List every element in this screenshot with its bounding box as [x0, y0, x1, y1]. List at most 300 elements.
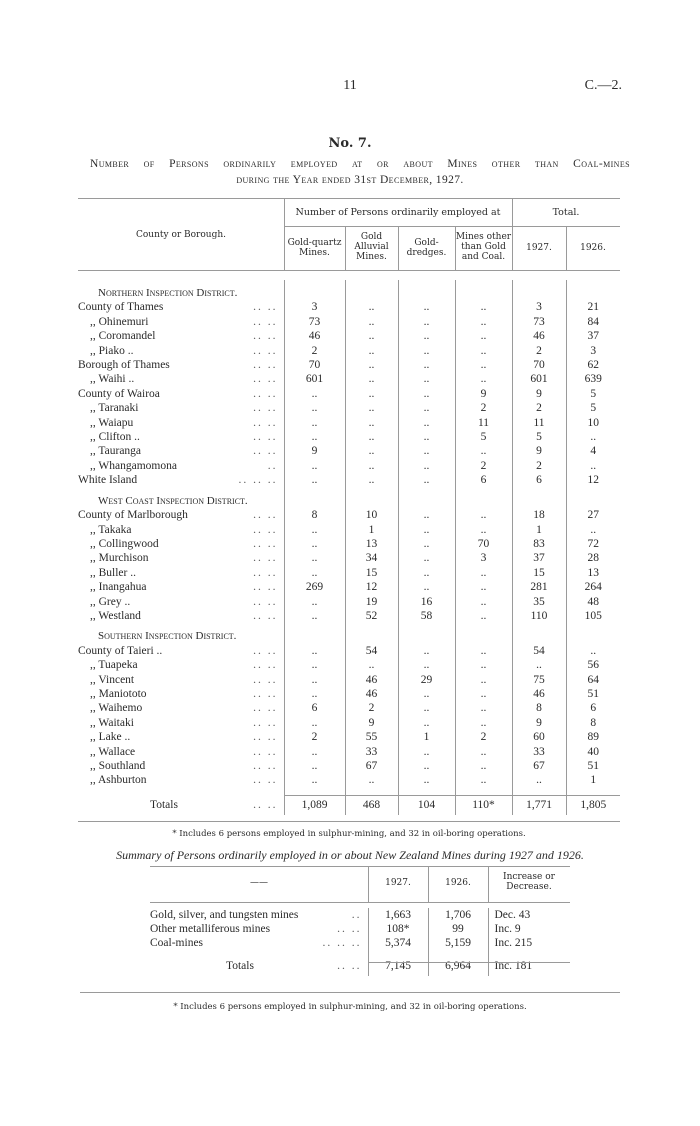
row-label-cell: [78, 701, 284, 715]
value-cell-gd: ..: [398, 537, 455, 551]
value-cell-gd: ..: [398, 416, 455, 430]
value-cell-t27: 2: [512, 459, 566, 473]
value-cell-t26: 89: [566, 730, 620, 744]
main-table-body: [78, 280, 620, 815]
row-label: ,, Lake ..: [90, 731, 131, 744]
row-label: ,, Grey ..: [90, 595, 131, 608]
value-cell-ga: 46: [345, 687, 398, 701]
leader-dots: .. ..: [337, 960, 362, 972]
row-label: ,, Waitaki: [90, 716, 134, 729]
value-cell-om: ..: [455, 580, 512, 594]
value-cell-gq: 2: [284, 344, 345, 358]
header-bottom-rule: [78, 270, 620, 271]
summary-totals-label-cell: [150, 956, 368, 976]
value-cell-t26: 4: [566, 444, 620, 458]
value-cell-ga: ..: [345, 658, 398, 672]
table-row: [78, 523, 620, 537]
value-cell-t26: 64: [566, 673, 620, 687]
row-label-cell: [78, 416, 284, 430]
header-gold-quartz: Gold-quartz Mines.: [287, 238, 342, 258]
leader-dots: .. ..: [253, 523, 278, 536]
row-label: ,, Tuapeka: [90, 659, 138, 672]
table-title-line1: Number of Persons ordinarily employed at or about Mines other than Coal-mines: [90, 158, 630, 170]
value-cell-om: ..: [455, 300, 512, 314]
totals-label: Totals: [150, 798, 178, 811]
value-cell-t27: 54: [512, 644, 566, 658]
value-cell-t27: 46: [512, 329, 566, 343]
table-row: [78, 658, 620, 672]
leader-dots: .. ..: [253, 687, 278, 700]
summary-header-1926: 1926.: [445, 878, 471, 888]
section-heading: West Coast Inspection District.: [98, 494, 248, 507]
summary-1927-cell: 1,663: [368, 908, 428, 922]
value-cell-om: ..: [455, 344, 512, 358]
value-cell-t27: 73: [512, 315, 566, 329]
value-cell-gq: 601: [284, 372, 345, 386]
row-label-cell: [78, 745, 284, 759]
row-label-cell: [78, 387, 284, 401]
value-cell-t26: 105: [566, 609, 620, 623]
row-label-cell: [78, 444, 284, 458]
empty-cell: [284, 488, 345, 508]
table-row: [78, 416, 620, 430]
value-cell-t27: 9: [512, 444, 566, 458]
row-label-cell: [78, 595, 284, 609]
leader-dots: .. ..: [253, 402, 278, 415]
header-top-rule: [78, 198, 620, 199]
leader-dots: ..: [351, 909, 362, 921]
empty-cell: [566, 788, 620, 795]
page-number: 11: [343, 78, 357, 93]
value-cell-om: ..: [455, 716, 512, 730]
header-total: Total.: [552, 207, 580, 218]
value-cell-gd: ..: [398, 459, 455, 473]
value-cell-t27: 75: [512, 673, 566, 687]
value-cell-ga: 12: [345, 580, 398, 594]
empty-cell: [566, 623, 620, 643]
row-label: ,, Waihi ..: [90, 373, 135, 386]
table-row: [78, 372, 620, 386]
value-cell-ga: 46: [345, 673, 398, 687]
row-label-cell: [78, 658, 284, 672]
summary-top-rule: [150, 866, 570, 867]
table-row: [78, 344, 620, 358]
value-cell-ga: ..: [345, 344, 398, 358]
row-label-cell: [78, 609, 284, 623]
empty-cell: [398, 623, 455, 643]
value-cell-om: ..: [455, 315, 512, 329]
summary-label-cell: [150, 922, 368, 936]
value-cell-gq: ..: [284, 759, 345, 773]
page-reference: C.—2.: [584, 78, 622, 93]
value-cell-gq: 73: [284, 315, 345, 329]
spacer-row: [78, 788, 620, 795]
row-label: ,, Inangahua: [90, 581, 147, 594]
summary-1927-cell: 108*: [368, 922, 428, 936]
leader-dots: .. ..: [253, 330, 278, 343]
row-label-cell: [78, 730, 284, 744]
value-cell-t27: 46: [512, 687, 566, 701]
value-cell-om: ..: [455, 687, 512, 701]
value-cell-ga: 1: [345, 523, 398, 537]
value-cell-gd: ..: [398, 430, 455, 444]
table-row: [78, 551, 620, 565]
empty-cell: [512, 788, 566, 795]
row-label-cell: [78, 537, 284, 551]
leader-dots: .. ..: [253, 659, 278, 672]
value-cell-ga: ..: [345, 430, 398, 444]
table-row: [78, 673, 620, 687]
value-cell-om: 70: [455, 537, 512, 551]
leader-dots: .. ..: [253, 644, 278, 657]
value-cell-t26: 28: [566, 551, 620, 565]
value-cell-t26: 84: [566, 315, 620, 329]
value-cell-t27: 33: [512, 745, 566, 759]
value-cell-ga: 33: [345, 745, 398, 759]
row-label-cell: [78, 300, 284, 314]
value-cell-t26: 264: [566, 580, 620, 594]
value-cell-t27: 18: [512, 508, 566, 522]
empty-cell: [284, 280, 345, 300]
value-cell-gd: 16: [398, 595, 455, 609]
leader-dots: .. ..: [253, 609, 278, 622]
leader-dots: .. ..: [253, 731, 278, 744]
table-row: [78, 508, 620, 522]
header-1927: 1927.: [526, 243, 552, 253]
value-cell-om: 2: [455, 401, 512, 415]
row-label-cell: [78, 459, 284, 473]
total-cell-om: 110*: [455, 795, 512, 815]
value-cell-t26: 40: [566, 745, 620, 759]
value-cell-t27: ..: [512, 773, 566, 787]
value-cell-gd: ..: [398, 401, 455, 415]
value-cell-gq: ..: [284, 658, 345, 672]
empty-cell: [398, 788, 455, 795]
summary-label-cell: [150, 908, 368, 922]
total-cell-t27: 1,771: [512, 795, 566, 815]
value-cell-ga: ..: [345, 372, 398, 386]
value-cell-t26: 51: [566, 687, 620, 701]
summary-label: Other metalliferous mines: [150, 923, 271, 935]
row-label: ,, Waihemo: [90, 702, 143, 715]
leader-dots: .. ..: [253, 716, 278, 729]
row-label-cell: [78, 644, 284, 658]
table-row: [78, 773, 620, 787]
value-cell-ga: ..: [345, 300, 398, 314]
value-cell-t26: 48: [566, 595, 620, 609]
row-label-cell: [78, 401, 284, 415]
totals-row: [78, 795, 620, 815]
summary-table-body: [150, 908, 570, 976]
summary-totals-row: [150, 956, 570, 976]
value-cell-gd: ..: [398, 372, 455, 386]
value-cell-t26: ..: [566, 523, 620, 537]
row-label: ,, Southland: [90, 760, 146, 772]
value-cell-ga: ..: [345, 315, 398, 329]
empty-cell: [284, 788, 345, 795]
value-cell-ga: 67: [345, 759, 398, 773]
value-cell-t26: 639: [566, 372, 620, 386]
value-cell-gd: ..: [398, 759, 455, 773]
summary-table: [150, 908, 570, 976]
value-cell-gq: ..: [284, 687, 345, 701]
table-number: No. 7.: [328, 136, 372, 151]
row-label-cell: [78, 580, 284, 594]
value-cell-t26: 1: [566, 773, 620, 787]
row-label: ,, Murchison: [90, 552, 149, 565]
empty-cell: [345, 280, 398, 300]
value-cell-gd: ..: [398, 658, 455, 672]
empty-cell: [566, 488, 620, 508]
totals-label-cell: [78, 795, 284, 815]
section-row: [78, 623, 620, 643]
value-cell-gq: ..: [284, 401, 345, 415]
row-label: ,, Taranaki: [90, 402, 139, 415]
main-footnote: * Includes 6 persons employed in sulphur-mining, and 32 in oil-boring operations.: [172, 829, 526, 839]
summary-1926-cell: 5,159: [428, 936, 488, 950]
summary-total-1927: 7,145: [368, 956, 428, 976]
value-cell-gd: ..: [398, 716, 455, 730]
value-cell-t27: 9: [512, 387, 566, 401]
value-cell-t27: 1: [512, 523, 566, 537]
leader-dots: .. ..: [253, 509, 278, 522]
table-row: [78, 609, 620, 623]
row-label: ,, Westland: [90, 609, 141, 622]
summary-header-blank: ——: [250, 878, 268, 888]
summary-row: [150, 922, 570, 936]
row-label: Borough of Thames: [78, 359, 170, 372]
total-cell-gq: 1,089: [284, 795, 345, 815]
value-cell-gq: ..: [284, 430, 345, 444]
value-cell-gd: ..: [398, 566, 455, 580]
value-cell-om: 9: [455, 387, 512, 401]
value-cell-t27: 110: [512, 609, 566, 623]
leader-dots: .. ..: [253, 595, 278, 608]
table-row: [78, 329, 620, 343]
empty-cell: [345, 788, 398, 795]
table-row: [78, 701, 620, 715]
summary-header-1927: 1927.: [385, 878, 411, 888]
value-cell-ga: 52: [345, 609, 398, 623]
value-cell-t27: 9: [512, 716, 566, 730]
value-cell-gd: ..: [398, 300, 455, 314]
table-row: [78, 730, 620, 744]
summary-label: Coal-mines: [150, 937, 204, 949]
value-cell-t26: ..: [566, 430, 620, 444]
value-cell-t26: 72: [566, 537, 620, 551]
leader-dots: .. ..: [253, 445, 278, 458]
value-cell-t27: 15: [512, 566, 566, 580]
leader-dots: .. ..: [253, 552, 278, 565]
table-row: [78, 595, 620, 609]
value-cell-gq: ..: [284, 416, 345, 430]
value-cell-gd: ..: [398, 701, 455, 715]
summary-change-cell: Inc. 9: [488, 922, 570, 936]
value-cell-ga: 9: [345, 716, 398, 730]
leader-dots: .. ..: [253, 760, 278, 772]
value-cell-gq: ..: [284, 566, 345, 580]
value-cell-t27: 8: [512, 701, 566, 715]
summary-header-change: Increase or Decrease.: [503, 872, 555, 892]
empty-cell: [512, 623, 566, 643]
leader-dots: .. ..: [253, 359, 278, 372]
value-cell-gq: ..: [284, 773, 345, 787]
row-label-cell: [78, 473, 284, 487]
summary-1927-cell: 5,374: [368, 936, 428, 950]
value-cell-t26: 5: [566, 401, 620, 415]
value-cell-ga: 19: [345, 595, 398, 609]
value-cell-ga: 13: [345, 537, 398, 551]
table-row: [78, 387, 620, 401]
leader-dots: .. ..: [253, 566, 278, 579]
row-label-cell: [78, 508, 284, 522]
row-label: ,, Wallace: [90, 745, 136, 758]
row-label: ,, Vincent: [90, 673, 135, 686]
header-gold-dredges: Gold- dredges.: [406, 238, 447, 258]
main-table: [78, 280, 620, 815]
leader-dots: .. ..: [253, 774, 278, 787]
summary-label-cell: [150, 936, 368, 950]
value-cell-t26: 12: [566, 473, 620, 487]
value-cell-t26: ..: [566, 644, 620, 658]
row-label: ,, Ashburton: [90, 774, 147, 787]
value-cell-t27: 5: [512, 430, 566, 444]
value-cell-gd: ..: [398, 315, 455, 329]
value-cell-om: ..: [455, 523, 512, 537]
value-cell-ga: ..: [345, 459, 398, 473]
value-cell-gq: ..: [284, 537, 345, 551]
value-cell-ga: ..: [345, 329, 398, 343]
value-cell-gd: ..: [398, 444, 455, 458]
value-cell-gq: ..: [284, 609, 345, 623]
empty-cell: [398, 280, 455, 300]
value-cell-gq: ..: [284, 644, 345, 658]
row-label: ,, Maniototo: [90, 687, 147, 700]
leader-dots: .. ..: [253, 581, 278, 594]
value-cell-gd: ..: [398, 523, 455, 537]
value-cell-gq: ..: [284, 745, 345, 759]
value-cell-ga: 10: [345, 508, 398, 522]
header-gold-alluvial: Gold Alluvial Mines.: [354, 232, 389, 262]
header-group: Number of Persons ordinarily employed at: [295, 207, 501, 218]
row-label-cell: [78, 687, 284, 701]
value-cell-om: ..: [455, 329, 512, 343]
value-cell-om: ..: [455, 372, 512, 386]
value-cell-t26: 3: [566, 344, 620, 358]
value-cell-ga: ..: [345, 416, 398, 430]
value-cell-t27: 2: [512, 401, 566, 415]
value-cell-t26: ..: [566, 459, 620, 473]
row-label: ,, Piako ..: [90, 344, 134, 357]
empty-cell: [455, 488, 512, 508]
summary-1926-cell: 1,706: [428, 908, 488, 922]
section-heading: Northern Inspection District.: [98, 287, 238, 299]
row-label: County of Taieri ..: [78, 644, 163, 657]
value-cell-ga: ..: [345, 387, 398, 401]
row-label-cell: [78, 673, 284, 687]
value-cell-gq: 2: [284, 730, 345, 744]
value-cell-om: 5: [455, 430, 512, 444]
table-title-line2: during the Year ended 31st December, 1927.: [236, 174, 464, 186]
row-label: County of Thames: [78, 301, 164, 314]
value-cell-gd: 58: [398, 609, 455, 623]
empty-cell: [566, 280, 620, 300]
value-cell-t27: 67: [512, 759, 566, 773]
value-cell-gd: ..: [398, 745, 455, 759]
total-header-rule: [512, 226, 620, 227]
value-cell-t26: 6: [566, 701, 620, 715]
value-cell-gq: ..: [284, 673, 345, 687]
value-cell-gq: 46: [284, 329, 345, 343]
row-label-cell: [78, 329, 284, 343]
summary-row: [150, 908, 570, 922]
leader-dots: .. ..: [253, 301, 278, 314]
summary-bottom-rule: [80, 992, 620, 993]
value-cell-om: ..: [455, 658, 512, 672]
value-cell-gd: ..: [398, 387, 455, 401]
value-cell-gd: ..: [398, 580, 455, 594]
value-cell-t26: 8: [566, 716, 620, 730]
empty-cell: [78, 788, 284, 795]
leader-dots: ..: [267, 459, 278, 472]
value-cell-t27: 70: [512, 358, 566, 372]
value-cell-ga: 55: [345, 730, 398, 744]
value-cell-ga: 15: [345, 566, 398, 580]
row-label-cell: [78, 344, 284, 358]
value-cell-t27: 83: [512, 537, 566, 551]
value-cell-gd: ..: [398, 687, 455, 701]
value-cell-om: 3: [455, 551, 512, 565]
value-cell-t26: 21: [566, 300, 620, 314]
value-cell-t26: 37: [566, 329, 620, 343]
value-cell-om: ..: [455, 673, 512, 687]
value-cell-ga: 54: [345, 644, 398, 658]
table-row: [78, 716, 620, 730]
row-label-cell: [78, 551, 284, 565]
row-label-cell: [78, 358, 284, 372]
row-label-cell: [78, 759, 284, 773]
leader-dots: .. ..: [253, 702, 278, 715]
row-label-cell: [78, 430, 284, 444]
row-label-cell: [78, 716, 284, 730]
value-cell-t27: 6: [512, 473, 566, 487]
row-label: County of Wairoa: [78, 387, 160, 400]
value-cell-gq: ..: [284, 459, 345, 473]
value-cell-gq: ..: [284, 595, 345, 609]
leader-dots: .. ..: [253, 387, 278, 400]
empty-cell: [284, 623, 345, 643]
value-cell-om: 11: [455, 416, 512, 430]
value-cell-gd: ..: [398, 344, 455, 358]
table-row: [78, 444, 620, 458]
summary-footnote: * Includes 6 persons employed in sulphur-mining, and 32 in oil-boring operations.: [173, 1002, 527, 1012]
empty-cell: [398, 488, 455, 508]
table-row: [78, 687, 620, 701]
value-cell-gd: 29: [398, 673, 455, 687]
summary-change-cell: Dec. 43: [488, 908, 570, 922]
value-cell-om: 2: [455, 730, 512, 744]
value-cell-gd: ..: [398, 644, 455, 658]
value-cell-om: ..: [455, 566, 512, 580]
value-cell-om: ..: [455, 444, 512, 458]
value-cell-t26: 5: [566, 387, 620, 401]
leader-dots: .. ..: [253, 537, 278, 550]
summary-title: Summary of Persons ordinarily employed in or about New Zealand Mines during 1927 and 1926.: [116, 848, 584, 862]
value-cell-om: ..: [455, 773, 512, 787]
row-label-cell: [78, 566, 284, 580]
value-cell-om: 6: [455, 473, 512, 487]
summary-total-1926: 6,964: [428, 956, 488, 976]
